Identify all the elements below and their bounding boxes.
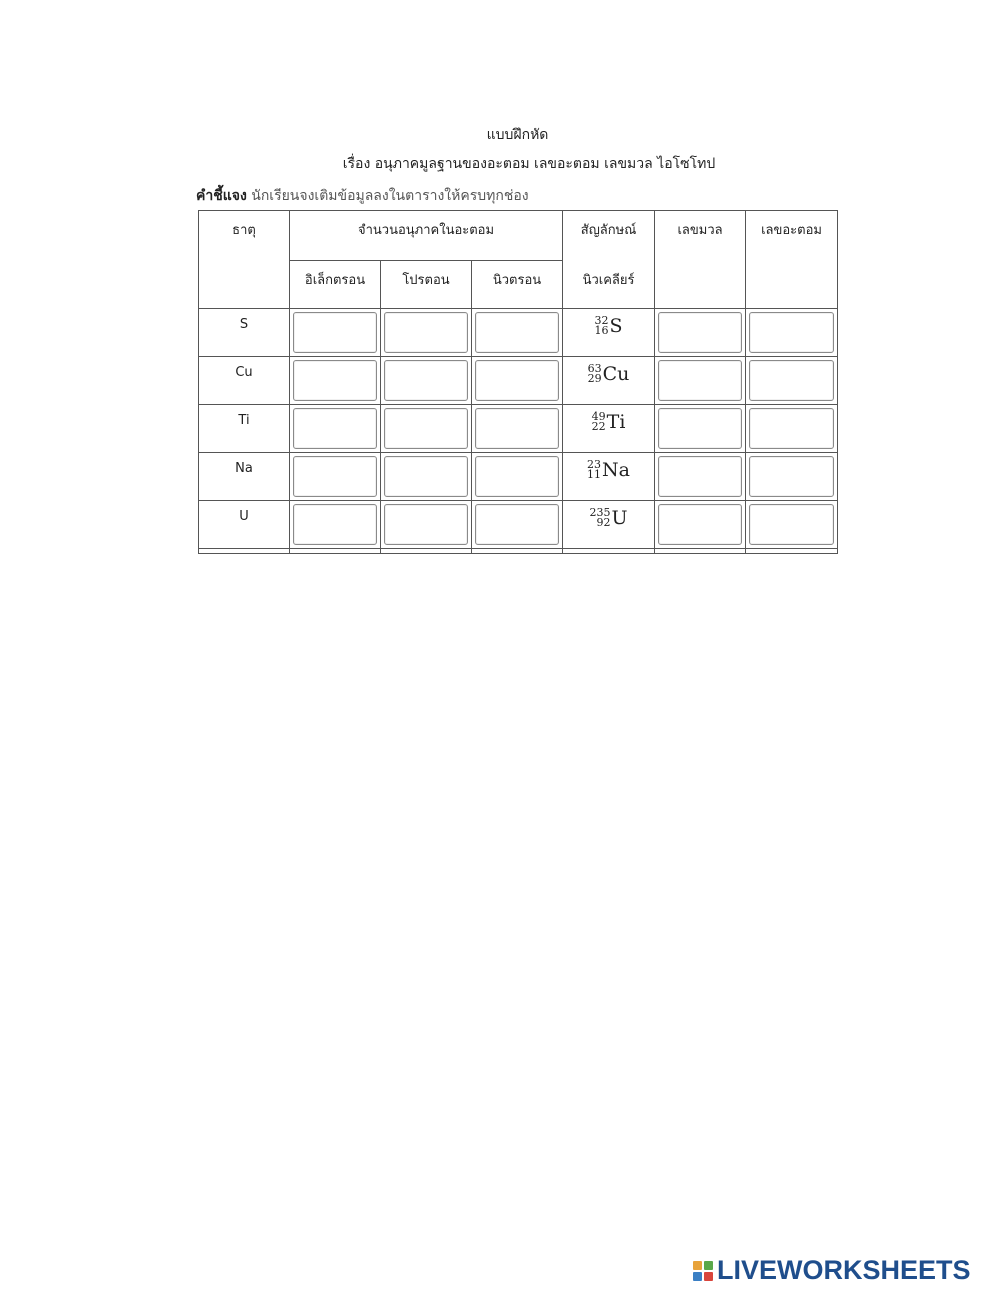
- header-nuclear-symbol-bottom: นิวเคลียร์: [563, 261, 655, 309]
- instruction-label: คำชี้แจง: [196, 188, 247, 204]
- atomic-index: 22: [591, 420, 606, 433]
- logo-text: LIVEWORKSHEETS: [717, 1255, 971, 1285]
- table-row: [199, 405, 838, 453]
- proton-input[interactable]: [384, 360, 468, 401]
- header-particles: จำนวนอนุภาคในอะตอม: [290, 211, 563, 261]
- element-cell: S: [199, 309, 290, 357]
- atomic-index: 11: [587, 468, 602, 481]
- mass-index: 63: [587, 362, 602, 375]
- logo-mark-icon: [693, 1261, 713, 1281]
- header-proton: โปรตอน: [381, 261, 472, 309]
- nuclear-symbol-cell: [563, 405, 655, 453]
- table-row: [199, 309, 838, 357]
- neutron-input[interactable]: [475, 360, 559, 401]
- header-element: ธาตุ: [199, 211, 290, 309]
- atomic-number-input[interactable]: [749, 312, 834, 353]
- element-cell: Ti: [199, 405, 290, 453]
- electron-input[interactable]: [293, 312, 377, 353]
- atomic-number-input[interactable]: [749, 408, 834, 449]
- neutron-input[interactable]: [475, 408, 559, 449]
- mass-number-input[interactable]: [658, 360, 742, 401]
- table-row-cut: [199, 549, 838, 554]
- table-row: [199, 501, 838, 549]
- electron-input[interactable]: [293, 504, 377, 545]
- proton-input[interactable]: [384, 504, 468, 545]
- mass-number-input[interactable]: [658, 504, 742, 545]
- mass-index: 235: [589, 506, 611, 519]
- nuclear-symbol-cell: [563, 357, 655, 405]
- neutron-input[interactable]: [475, 312, 559, 353]
- proton-input[interactable]: [384, 312, 468, 353]
- atomic-index: 29: [587, 372, 602, 385]
- header-nuclear-symbol-top: สัญลักษณ์: [563, 211, 655, 261]
- mass-index: 49: [591, 410, 606, 423]
- atomic-number-input[interactable]: [749, 456, 834, 497]
- electron-input[interactable]: [293, 456, 377, 497]
- element-symbol: S: [609, 315, 623, 337]
- header-neutron: นิวตรอน: [472, 261, 563, 309]
- neutron-input[interactable]: [475, 456, 559, 497]
- worksheet-title: แบบฝึกหัด: [486, 127, 549, 143]
- liveworksheets-logo[interactable]: [693, 1255, 971, 1286]
- element-symbol: Cu: [602, 363, 630, 385]
- table-row: [199, 453, 838, 501]
- atomic-index: 92: [596, 516, 611, 529]
- header-atomic-number: เลขอะตอม: [746, 211, 838, 309]
- nuclear-symbol-cell: [563, 309, 655, 357]
- worksheet-table: [198, 210, 838, 554]
- worksheet-subtitle: เรื่อง อนุภาคมูลฐานของอะตอม เลขอะตอม เลขมวล ไอโซโทป: [342, 156, 716, 172]
- element-cell: U: [199, 501, 290, 549]
- element-symbol: Na: [602, 459, 630, 481]
- mass-index: 23: [587, 458, 602, 471]
- nuclear-symbol-cell: [563, 453, 655, 501]
- proton-input[interactable]: [384, 408, 468, 449]
- neutron-input[interactable]: [475, 504, 559, 545]
- instruction-text: นักเรียนจงเติมข้อมูลลงในตารางให้ครบทุกช่อง: [246, 188, 529, 204]
- mass-number-input[interactable]: [658, 408, 742, 449]
- mass-index: 32: [594, 314, 609, 327]
- instructions: [196, 185, 529, 207]
- header-electron: อิเล็กตรอน: [290, 261, 381, 309]
- mass-number-input[interactable]: [658, 312, 742, 353]
- proton-input[interactable]: [384, 456, 468, 497]
- element-cell: Na: [199, 453, 290, 501]
- element-symbol: Ti: [606, 411, 626, 433]
- electron-input[interactable]: [293, 360, 377, 401]
- element-cell: Cu: [199, 357, 290, 405]
- electron-input[interactable]: [293, 408, 377, 449]
- atomic-index: 16: [594, 324, 609, 337]
- nuclear-symbol-cell: [563, 501, 655, 549]
- atomic-number-input[interactable]: [749, 504, 834, 545]
- element-symbol: U: [611, 507, 628, 529]
- mass-number-input[interactable]: [658, 456, 742, 497]
- table-row: [199, 357, 838, 405]
- atomic-number-input[interactable]: [749, 360, 834, 401]
- header-mass-number: เลขมวล: [655, 211, 746, 309]
